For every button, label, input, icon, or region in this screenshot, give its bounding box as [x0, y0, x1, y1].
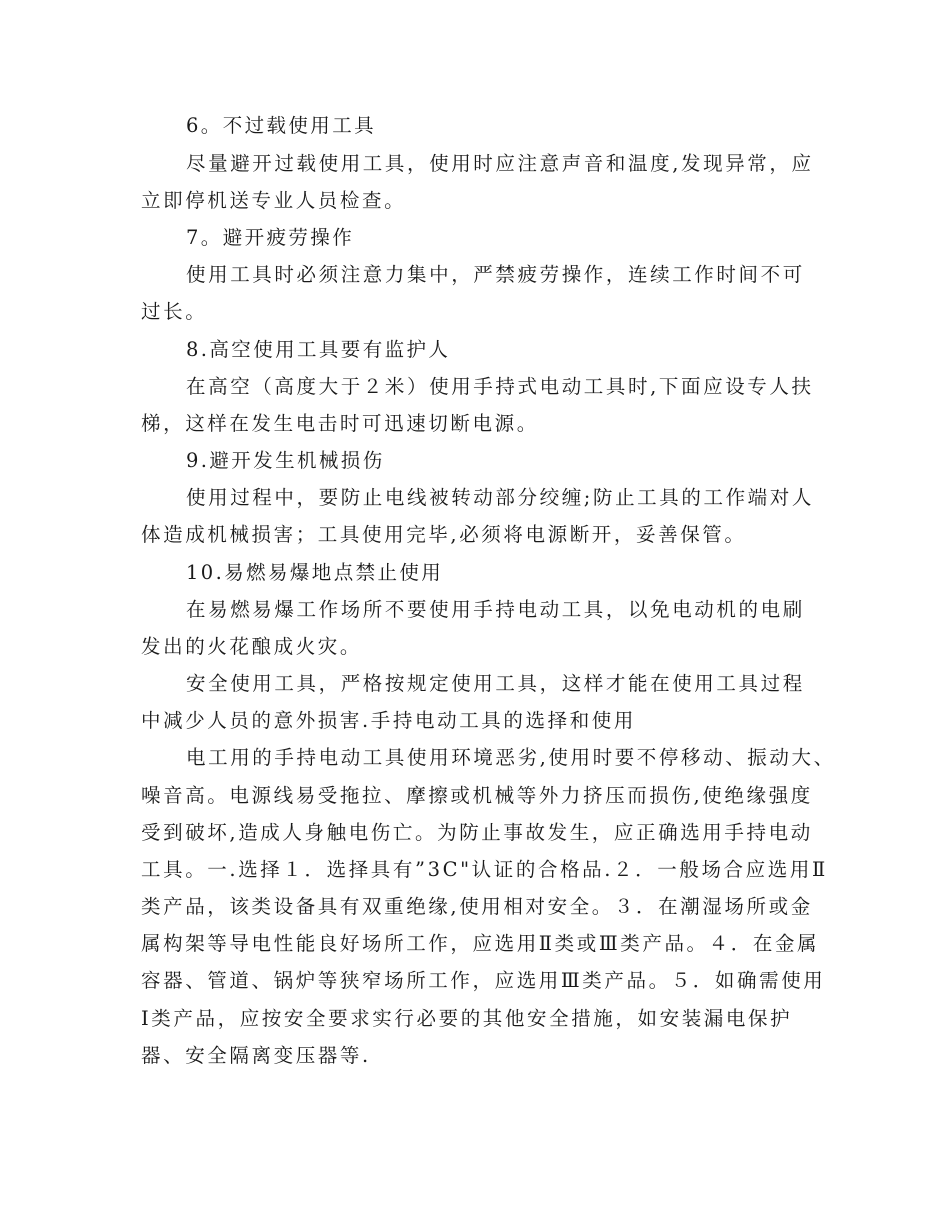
paragraph-line: 在高空（高度大于２米）使用手持式电动工具时,下面应设专人扶 [186, 375, 814, 398]
paragraph-line: 属构架等导电性能良好场所工作，应选用Ⅱ类或Ⅲ类产品。４．在金属 [141, 932, 820, 955]
paragraph-line: 电工用的手持电动工具使用环境恶劣,使用时要不停移动、振动大、 [186, 746, 836, 769]
heading-10: 10.易燃易爆地点禁止使用 [186, 561, 444, 584]
paragraph-line: 类产品，该类设备具有双重绝缘,使用相对安全。３．在潮湿场所或金 [141, 895, 813, 918]
paragraph-line: 安全使用工具，严格按规定使用工具，这样才能在使用工具过程 [186, 672, 805, 695]
paragraph-line: 过长。 [141, 300, 208, 323]
heading-7: 7。避开疲劳操作 [186, 226, 355, 249]
heading-8: 8.高空使用工具要有监护人 [186, 338, 451, 361]
paragraph-line: 噪音高。电源线易受拖拉、摩擦或机械等外力挤压而损伤,使绝缘强度 [141, 784, 813, 807]
paragraph-line: 受到破坏,造成人身触电伤亡。为防止事故发生，应正确选用手持电动 [141, 821, 813, 844]
paragraph-line: 梯，这样在发生电击时可迅速切断电源。 [141, 412, 539, 435]
paragraph-line: 使用过程中，要防止电线被转动部分绞缠;防止工具的工作端对人 [186, 486, 814, 509]
heading-6: 6。不过载使用工具 [186, 114, 377, 137]
paragraph-line: 发出的火花酿成火灾。 [141, 635, 363, 658]
paragraph-line: 使用工具时必须注意力集中，严禁疲劳操作，连续工作时间不可 [186, 263, 805, 286]
paragraph-line: 工具。一.选择１．选择具有”3C"认证的合格品.２．一般场合应选用Ⅱ [141, 858, 828, 881]
paragraph-line: 中减少人员的意外损害.手持电动工具的选择和使用 [141, 709, 636, 732]
paragraph-line: 尽量避开过载使用工具，使用时应注意声音和温度,发现异常，应 [186, 152, 814, 175]
paragraph-line: 体造成机械损害；工具使用完毕,必须将电源断开，妥善保管。 [141, 523, 747, 546]
paragraph-line: 在易燃易爆工作场所不要使用手持电动工具，以免电动机的电刷 [186, 598, 805, 621]
paragraph-line: 立即停机送专业人员检查。 [141, 189, 407, 212]
heading-9: 9.避开发生机械损伤 [186, 449, 385, 472]
paragraph-line: Ⅰ类产品，应按安全要求实行必要的其他安全措施，如安装漏电保护 [141, 1007, 793, 1030]
paragraph-line: 器、安全隔离变压器等. [141, 1044, 371, 1067]
paragraph-line: 容器、管道、锅炉等狭窄场所工作，应选用Ⅲ类产品。５．如确需使用 [141, 969, 826, 992]
